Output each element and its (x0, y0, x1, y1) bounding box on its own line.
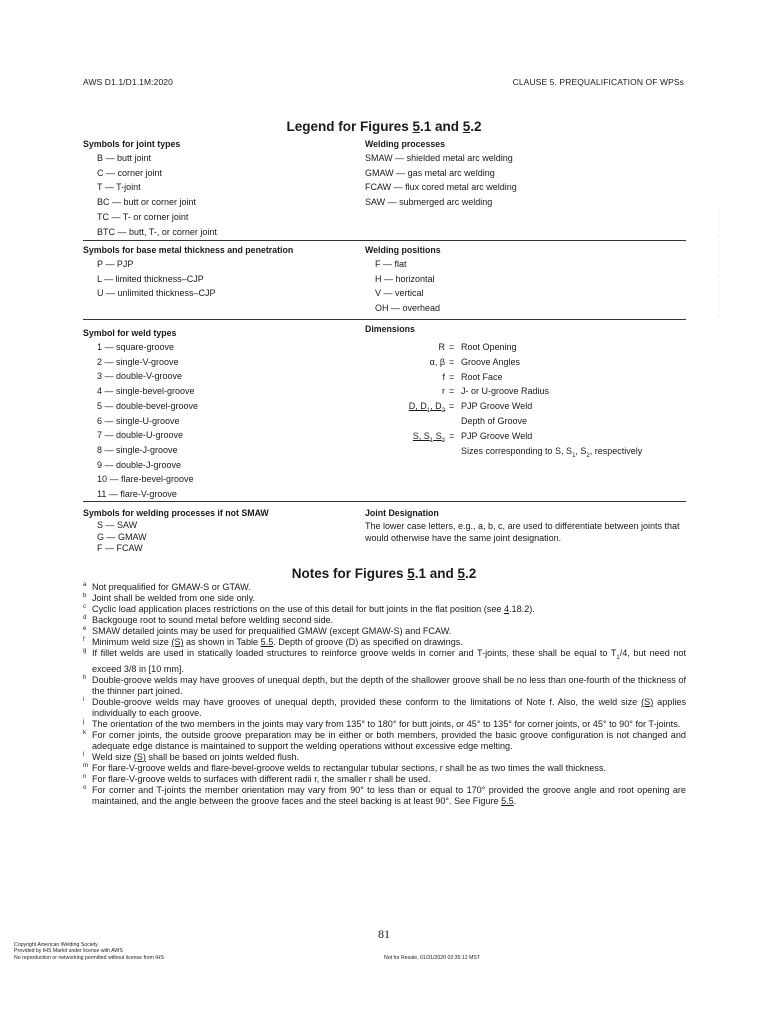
note-l: l Weld size (S) shall be based on joints welded flush. (83, 751, 300, 762)
dimension-depth: D, $D_1$, $D_2$ = PJP Groove Weld (408, 401, 533, 414)
legend-item: 11 — flare-V-groove (97, 489, 177, 500)
legend-row-processes (83, 507, 686, 565)
legend-item: U — unlimited thickness–CJP (97, 288, 216, 299)
legend-item: P — PJP (97, 259, 134, 269)
note-i: i Double-groove welds may have grooves of unequal depth, provided these conform to the limitations of Note f. Also, the weld size (S) applies individually to each groove. (83, 696, 686, 718)
legend-item: 3 — double-V-groove (97, 371, 183, 382)
legend-item: V — vertical (375, 288, 424, 299)
legend-item: 2 — single-V-groove (97, 356, 179, 367)
note-h: h Double-groove welds may have grooves of unequal depth, but the depth of the shallower groove shall be no less than one-fourth of the thickness of the thinner part joined. (83, 674, 686, 696)
note-b: b Joint shall be welded from one side only. (83, 593, 256, 603)
note-c: c Cyclic load application places restrictions on the use of this detail for butt joints in the flat position (see 4.18.2). (83, 604, 535, 614)
legend-item: 9 — double-J-groove (97, 459, 182, 470)
legend-item: TC — T- or corner joint (97, 211, 189, 222)
joint-designation-section (365, 507, 686, 544)
figure-ref-link[interactable]: 5.5 (501, 795, 514, 806)
note-e: e SMAW detailed joints may be used for prequalified GMAW (except GMAW-S) and FCAW. (83, 626, 452, 636)
legend-item: BTC — butt, T-, or corner joint (97, 226, 217, 237)
running-header-clause: CLAUSE 5. PREQUALIFICATION OF WPSs (512, 77, 684, 87)
legend-item: 8 — single-J-groove (97, 444, 178, 455)
welding-positions-section (365, 244, 686, 316)
note-k: k For corner joints, the outside groove preparation may be in either or both members, provided the basic groove configuration is not changed and adequate edge distance is maintained to support the welding operations without excessive edge melting. (83, 729, 686, 751)
dimension-root-opening: R = Root Opening (438, 342, 517, 352)
note-f: f Minimum weld size (S) as shown in Table 5.5. Depth of groove (D) as specified on drawings. (83, 637, 463, 647)
non-smaw-section (83, 507, 358, 555)
legend-item: 4 — single-bevel-groove (97, 386, 195, 397)
section-heading: Symbols for welding processes if not SMAW (83, 508, 269, 518)
weld-size-ref[interactable]: (S) (171, 637, 184, 647)
joint-designation-text: The lower case letters, e.g., a, b, c, are used to differentiate between joints that would otherwise have the same joint designation. (365, 521, 680, 543)
section-heading: Symbols for base metal thickness and penetration (83, 245, 294, 255)
legend-item: F — flat (375, 259, 407, 269)
note-a: a Not prequalified for GMAW-S or GTAW. (83, 582, 251, 592)
dimension-size-note: Sizes corresponding to S, $S_1$, $S_2$, respectively (461, 445, 643, 459)
legend-item: S — SAW (97, 520, 138, 530)
legend-item: L — limited thickness–CJP (97, 273, 204, 284)
figure-ref-link[interactable]: 5 (407, 566, 415, 581)
section-heading: Symbols for joint types (83, 139, 181, 149)
legend-item: 7 — double-U-groove (97, 430, 184, 441)
weld-size-ref[interactable]: (S) (641, 696, 654, 707)
weld-size-ref[interactable]: (S) (133, 751, 146, 762)
legend-item: 5 — double-bevel-groove (97, 400, 199, 411)
section-heading: Welding positions (365, 245, 441, 255)
notes-title: Notes for Figures 5.1 and 5.2 (291, 566, 477, 581)
legend-item: GMAW — gas metal arc welding (365, 167, 495, 178)
section-heading: Welding processes (365, 139, 446, 149)
dimension-root-face: f = Root Face (442, 371, 503, 382)
note-n: n For flare-V-groove welds to surfaces with different radii r, the smaller r shall be used. (83, 773, 431, 784)
figure-ref-link[interactable]: 5 (412, 119, 420, 134)
legend-item: OH — overhead (375, 303, 441, 314)
legend-item: 10 — flare-bevel-groove (97, 474, 194, 485)
resale-footer: Not for Resale, 01/31/2020 02:35:12 MST (384, 955, 481, 961)
legend-row-thickness (83, 244, 686, 320)
legend-item: 6 — single-U-groove (97, 415, 180, 426)
table-ref-link[interactable]: 5.5 (260, 637, 274, 647)
legend-title: Legend for Figures 5.1 and 5.2 (286, 119, 482, 134)
note-j: j The orientation of the two members in the joints may vary from 135° to 180° for butt joints, or 45° to 135° for corner joints, or 45° to 90° for T-joints. (83, 718, 681, 729)
legend-item: C — corner joint (97, 167, 163, 178)
running-header-standard: AWS D1.1/D1.1M:2020 (83, 77, 173, 87)
legend-row-weld-types (83, 323, 686, 502)
dimension-size: S, $S_1$ $S_2$ = PJP Groove Weld (412, 430, 533, 444)
copyright-footer: Copyright American Welding Society Provided by IHS Markit under license with AWS No reproduction or networking permitted without license from IHS (14, 942, 164, 961)
legend-item: 1 — square-groove (97, 342, 175, 352)
note-o: o For corner and T-joints the member orientation may vary from 90° to less than or equal to 170° provided the groove angle and root opening are maintained, and the angle between the groove faces and the steel backing is at least 90°. See Figure 5.5. (83, 784, 686, 806)
legend-item: FCAW — flux cored metal arc welding (365, 182, 517, 193)
legend-item: G — GMAW (97, 531, 147, 542)
legend-table (83, 138, 686, 565)
legend-item: B — butt joint (97, 153, 152, 163)
notes-list (83, 582, 686, 807)
note-d: d Backgouge root to sound metal before welding second side. (83, 615, 334, 625)
legend-item: T — T-joint (97, 182, 141, 193)
legend-item: F — FCAW (97, 543, 143, 553)
dimension-groove-angles: α, β = Groove Angles (429, 356, 521, 367)
note-m: m For flare-V-groove welds and flare-bevel-groove welds to rectangular tubular sections, r shall be as two times the wall thickness. (83, 762, 607, 773)
dimensions-section (365, 323, 686, 458)
clause-ref-link[interactable]: 4 (503, 604, 510, 614)
joint-types-section (83, 138, 358, 239)
welding-processes-section (365, 138, 686, 210)
section-heading: Symbol for weld types (83, 328, 177, 338)
section-heading: Dimensions (365, 324, 415, 334)
scan-artifact-stripe (716, 210, 722, 320)
figure-ref-link[interactable]: 5 (462, 119, 471, 134)
legend-row-joints (83, 138, 686, 241)
section-heading: Joint Designation (365, 508, 439, 518)
legend-item: SMAW — shielded metal arc welding (365, 153, 513, 163)
note-g: g If fillet welds are used in statically loaded structures to reinforce groove welds in corner and T-joints, these shall be equal to $T_1/4$, but need not exceed 3/8 in [10 mm]. (83, 648, 686, 674)
legend-item: BC — butt or corner joint (97, 197, 197, 208)
legend-item: H — horizontal (375, 273, 435, 284)
page-number: 81 (378, 927, 390, 941)
weld-types-section (83, 327, 358, 502)
legend-item: SAW — submerged arc welding (365, 197, 493, 208)
figure-ref-link[interactable]: 5 (457, 566, 466, 581)
dimension-depth-note: Depth of Groove (461, 415, 528, 426)
thickness-section (83, 244, 358, 301)
dimension-groove-radius: r = J- or U-groove Radius (442, 386, 550, 397)
